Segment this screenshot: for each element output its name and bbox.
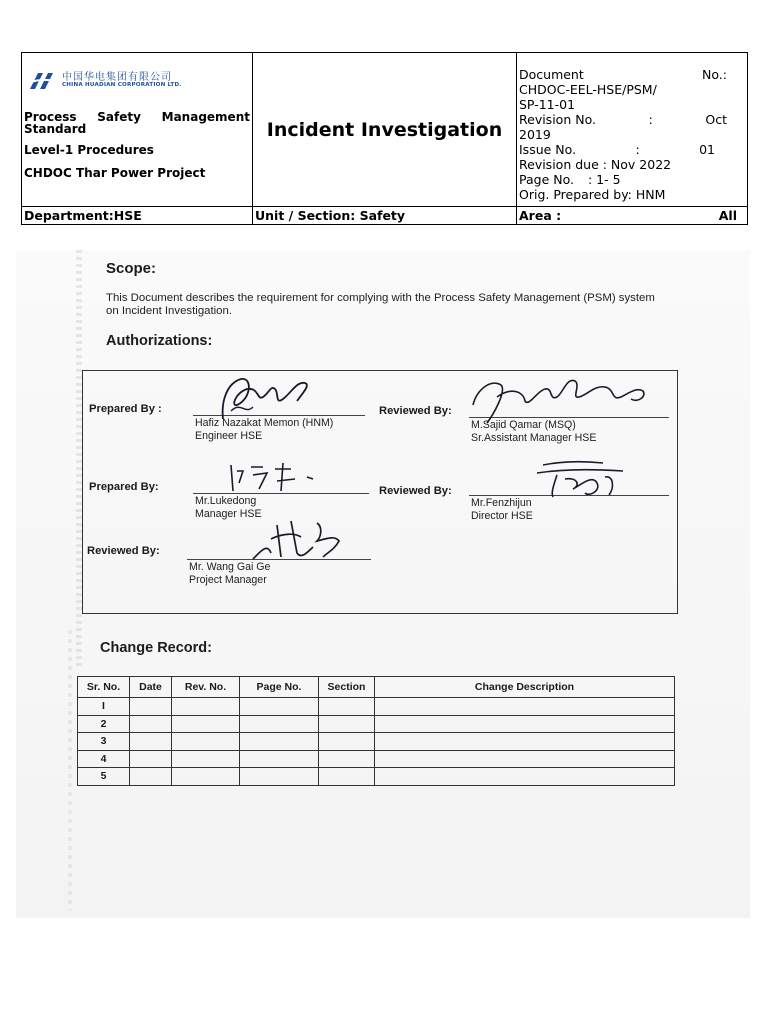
table-row — [78, 750, 675, 768]
authorizations-box — [82, 370, 678, 614]
col-sr-no: Sr. No. — [78, 677, 130, 698]
table-row — [78, 733, 675, 751]
project-name: CHDOC Thar Power Project — [24, 166, 206, 180]
reviewed-by-label-2: Reviewed By: — [379, 485, 452, 497]
row-number: I — [78, 698, 130, 716]
signatory-3: Mr.Lukedong Manager HSE — [195, 495, 262, 520]
change-record-header-row — [78, 677, 675, 698]
col-rev-no: Rev. No. — [172, 677, 240, 698]
huadian-logo-icon — [26, 71, 56, 91]
issue-no: Issue No. : 01 — [519, 142, 715, 157]
area: Area : All — [517, 207, 748, 225]
company-cell — [22, 53, 253, 207]
table-row — [78, 715, 675, 733]
scope-text: This Document describes the requirement for complying with the Process Safety Management (PSM) system on Incident Investigation. — [106, 292, 655, 317]
row-number: 2 — [78, 715, 130, 733]
row-number: 4 — [78, 750, 130, 768]
prepared-by-label-1: Prepared By : — [89, 403, 162, 415]
signatory-1: Hafiz Nazakat Memon (HNM) Engineer HSE — [195, 417, 334, 442]
reviewed-by-label-1: Reviewed By: — [379, 405, 452, 417]
document-meta — [517, 53, 748, 207]
signature-msq — [467, 367, 667, 427]
row-number: 5 — [78, 768, 130, 786]
signatory-4: Mr.Fenzhijun Director HSE — [471, 497, 533, 522]
signatory-2: M.Sajid Qamar (MSQ) Sr.Assistant Manager HSE — [471, 419, 597, 444]
logo-english-text: CHINA HUADIAN CORPORATION LTD. — [62, 82, 182, 89]
reviewed-by-label-3: Reviewed By: — [87, 545, 160, 557]
revision-no: Revision No. : Oct — [519, 112, 727, 127]
change-record-table — [77, 676, 675, 786]
unit-section: Unit / Section: Safety — [253, 207, 517, 225]
col-date: Date — [130, 677, 172, 698]
doc-no-value-2: SP-11-01 — [519, 97, 576, 112]
scope-heading: Scope: — [106, 260, 157, 277]
signature-lukedong — [223, 457, 333, 497]
title-cell — [253, 53, 517, 207]
table-row — [78, 768, 675, 786]
standard-name: Process Safety Management Standard — [24, 110, 250, 136]
change-record-heading: Change Record: — [100, 640, 212, 656]
procedure-level: Level-1 Procedures — [24, 143, 154, 157]
revision-due: Revision due : Nov 2022 — [519, 157, 672, 172]
revision-year: 2019 — [519, 127, 551, 142]
scanned-page — [16, 250, 750, 918]
signature-fenzhijun — [523, 457, 633, 501]
prepared-by-label-2: Prepared By: — [89, 481, 159, 493]
company-logo — [26, 71, 252, 91]
signatory-5: Mr. Wang Gai Ge Project Manager — [189, 561, 271, 586]
row-number: 3 — [78, 733, 130, 751]
document-header — [21, 52, 748, 225]
logo-chinese-text: 中国华电集团有限公司 — [62, 72, 172, 84]
doc-no-value-1: CHDOC-EEL-HSE/PSM/ — [519, 82, 657, 97]
col-page-no: Page No. — [240, 677, 319, 698]
authorizations-heading: Authorizations: — [106, 333, 213, 349]
doc-no-label: Document No.: — [519, 67, 727, 82]
table-row — [78, 698, 675, 716]
col-change-description: Change Description — [375, 677, 675, 698]
col-section: Section — [319, 677, 375, 698]
page-no: Page No. : 1- 5 — [519, 172, 621, 187]
document-title: Incident Investigation — [266, 118, 503, 141]
department: Department:HSE — [22, 207, 253, 225]
signature-wang-gai-ge — [247, 513, 357, 565]
prepared-by: Orig. Prepared by: HNM — [519, 187, 666, 202]
